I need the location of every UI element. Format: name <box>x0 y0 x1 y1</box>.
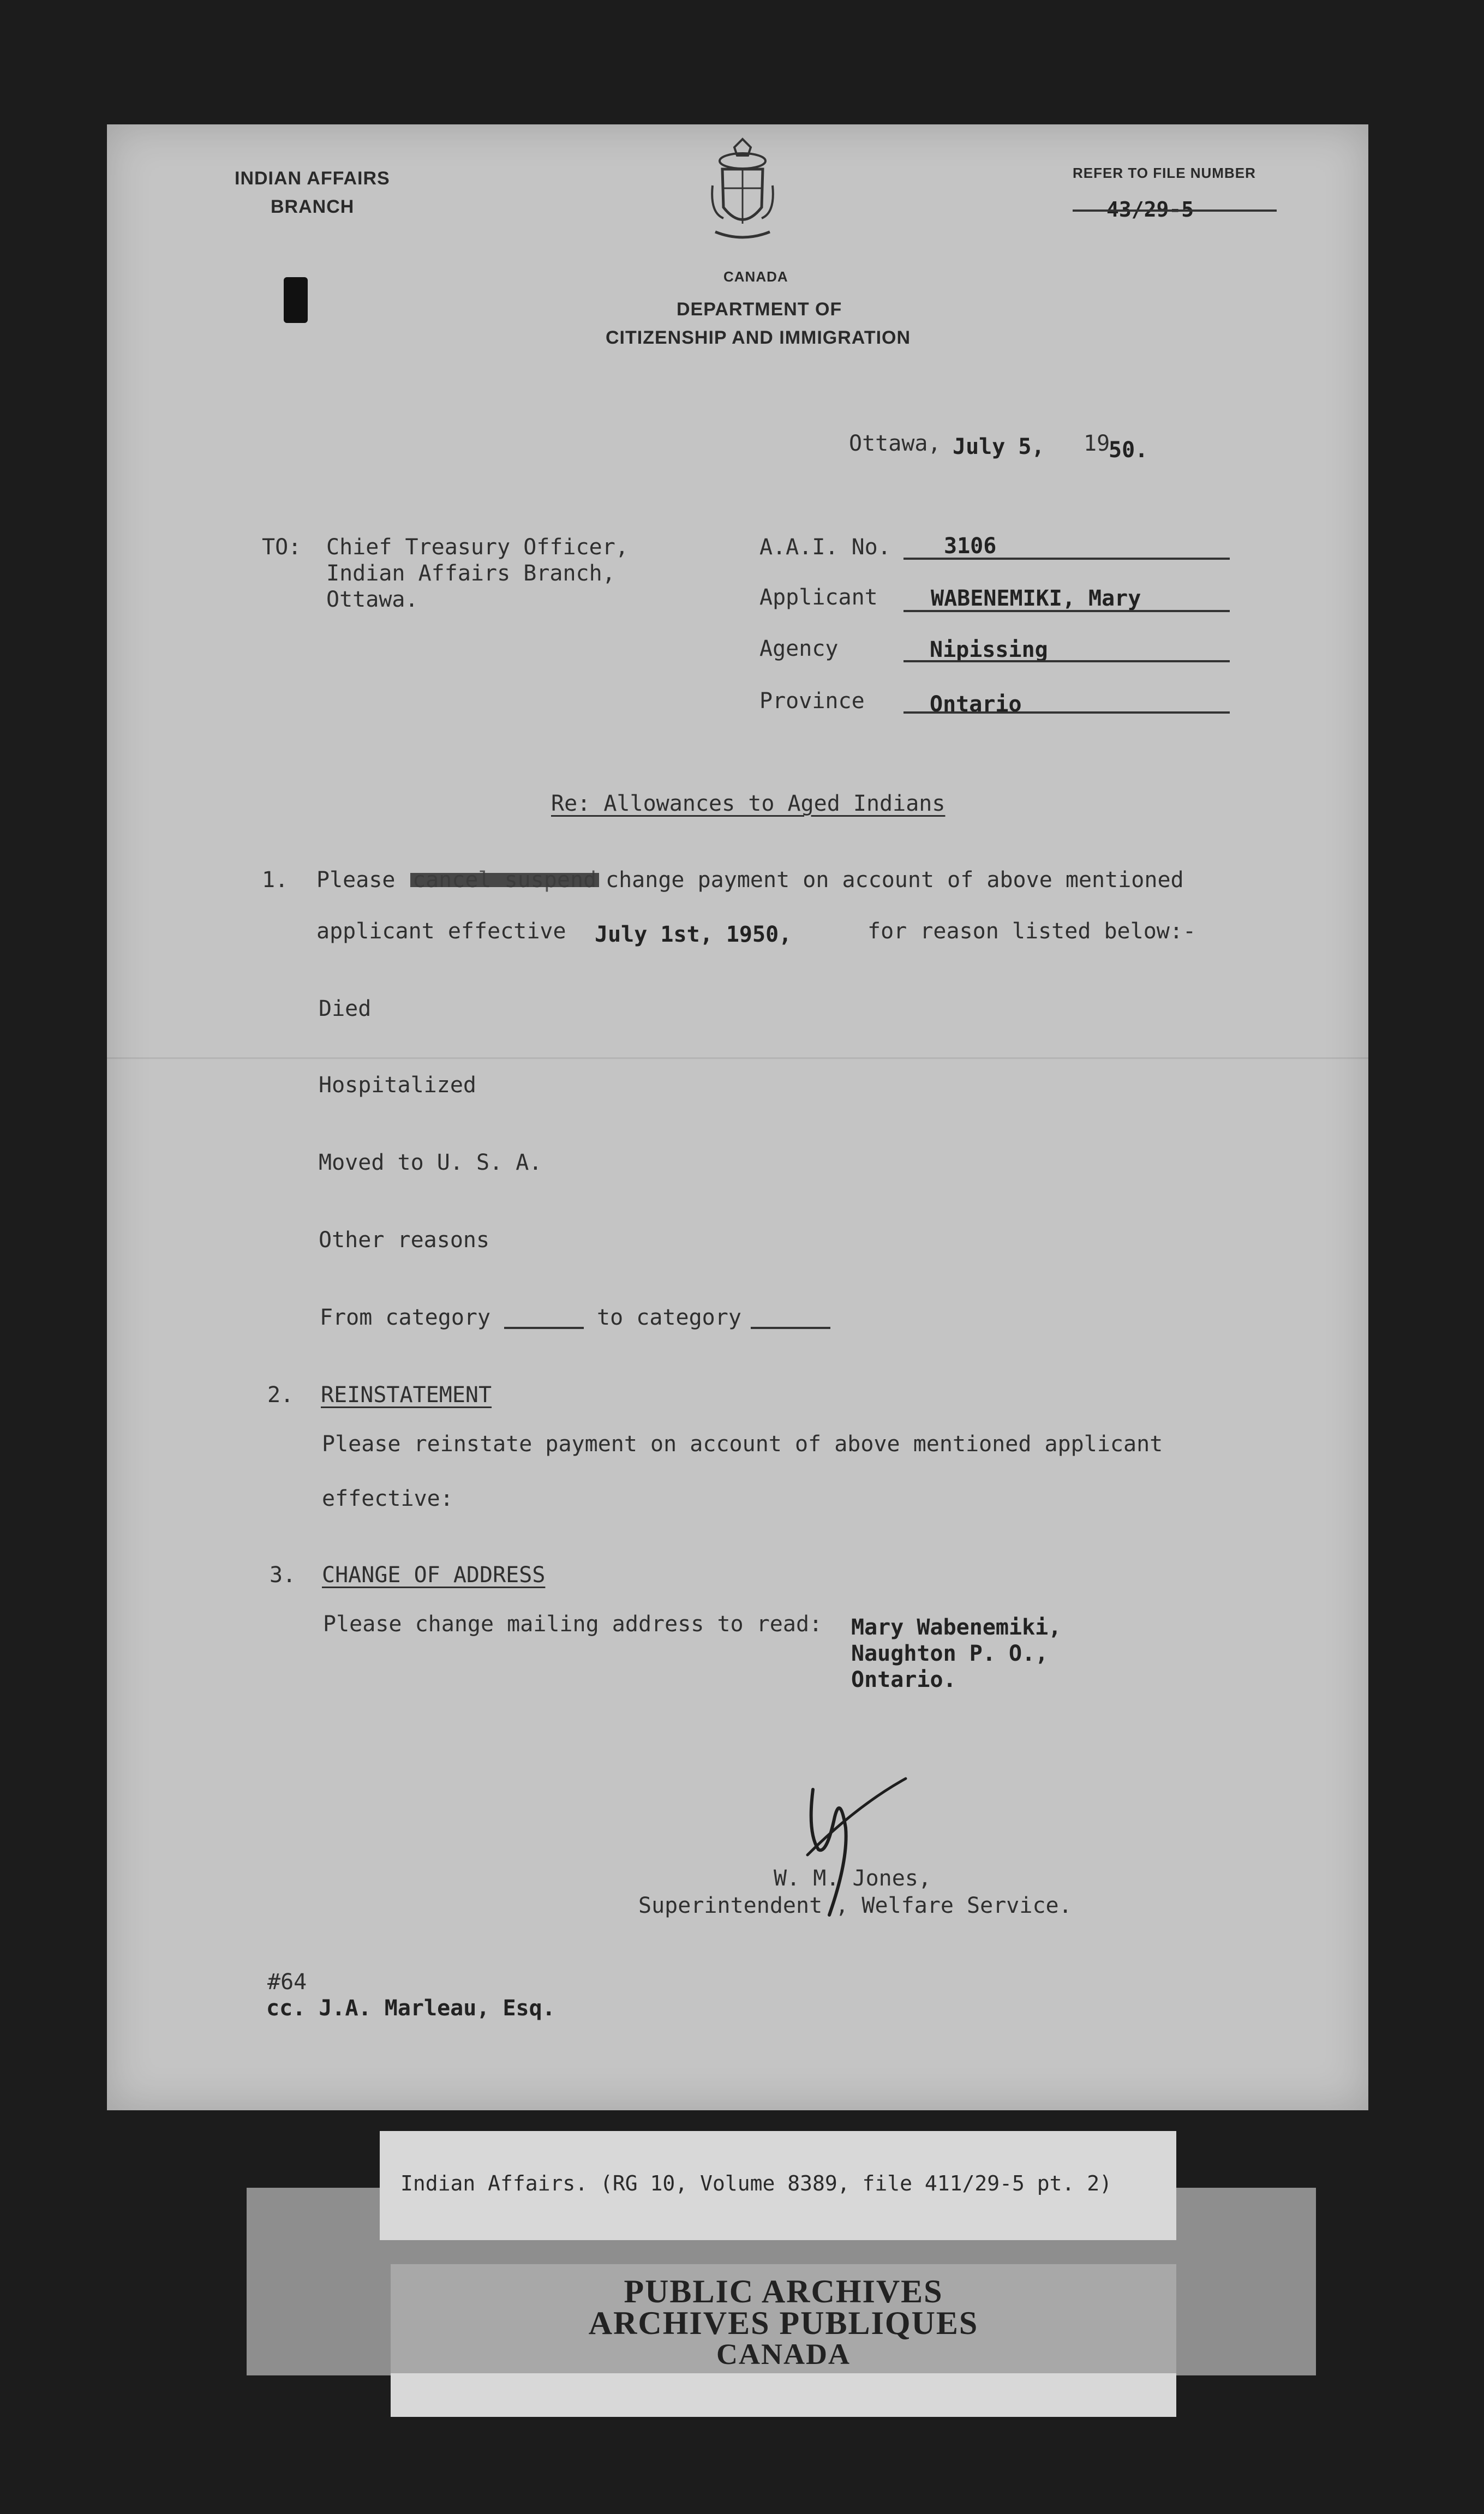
address-line3: Ontario. <box>851 1667 956 1692</box>
archive-label-bottom <box>391 2373 1176 2417</box>
section2-line2: effective: <box>322 1486 453 1511</box>
reason-died: Died <box>319 996 372 1021</box>
section1-effective-date: July 1st, 1950, <box>595 922 792 947</box>
stamp-line2: ARCHIVES PUBLIQUES <box>588 2305 979 2341</box>
signatory-title: Superintendent , Welfare Service. <box>638 1893 1072 1918</box>
fold-line <box>107 1057 1368 1059</box>
from-category-line <box>504 1327 584 1329</box>
address-line2: Naughton P. O., <box>851 1641 1049 1666</box>
section1-rest: change payment on account of above mentioned <box>606 867 1184 893</box>
dateline-city: Ottawa, <box>849 431 941 456</box>
section2-number: 2. <box>267 1382 294 1408</box>
signatory-name: W. M. Jones, <box>774 1866 931 1891</box>
section2-line1: Please reinstate payment on account of above mentioned applicant <box>322 1432 1163 1457</box>
section3-number: 3. <box>270 1563 296 1588</box>
section3-instruction: Please change mailing address to read: <box>323 1612 823 1637</box>
branch-line1: INDIAN AFFAIRS <box>235 168 390 189</box>
aai-value: 3106 <box>944 534 997 559</box>
archive-reference-text: Indian Affairs. (RG 10, Volume 8389, file 411/29-5 pt. 2) <box>400 2171 1112 2195</box>
to-category-label: to category <box>597 1305 741 1330</box>
applicant-value: WABENEMIKI, Mary <box>931 586 1141 611</box>
reason-hospitalized: Hospitalized <box>319 1073 476 1098</box>
agency-line <box>903 660 1230 662</box>
dateline-year-prefix: 19 <box>1084 431 1110 456</box>
coat-of-arms-icon <box>707 136 778 262</box>
footer-cc: cc. J.A. Marleau, Esq. <box>266 1996 555 2021</box>
address-line1: Mary Wabenemiki, <box>851 1615 1062 1640</box>
section3-heading: CHANGE OF ADDRESS <box>322 1563 546 1588</box>
branch-line2: BRANCH <box>271 196 355 217</box>
punch-mark <box>284 277 308 323</box>
file-number-label: REFER TO FILE NUMBER <box>1073 165 1256 181</box>
department-line1: DEPARTMENT OF <box>677 299 842 320</box>
aai-label: A.A.I. No. <box>759 535 891 560</box>
file-number-line <box>1073 210 1277 212</box>
section1-line2-end: for reason listed below:- <box>867 919 1196 944</box>
province-line <box>903 711 1230 714</box>
department-line2: CITIZENSHIP AND IMMIGRATION <box>606 327 911 348</box>
document-page <box>107 124 1368 2110</box>
re-line: Re: Allowances to Aged Indians <box>551 791 946 816</box>
from-category-label: From category <box>320 1305 491 1330</box>
dateline-year-suffix: 50. <box>1109 438 1148 463</box>
section1-please: Please <box>316 867 396 893</box>
aai-line <box>903 558 1230 560</box>
addressee-line2: Indian Affairs Branch, <box>326 561 615 586</box>
reason-moved: Moved to U. S. A. <box>319 1150 542 1175</box>
crest-caption: CANADA <box>723 268 788 285</box>
applicant-line <box>903 610 1230 612</box>
dateline-date: July 5, <box>953 434 1045 459</box>
addressee-line1: Chief Treasury Officer, <box>326 535 629 560</box>
addressee-line3: Ottawa. <box>326 587 418 612</box>
agency-value: Nipissing <box>930 637 1048 662</box>
section1-number: 1. <box>262 867 289 893</box>
section2-heading: REINSTATEMENT <box>321 1382 492 1408</box>
province-value: Ontario <box>930 692 1022 717</box>
section1-line2-start: applicant effective <box>316 919 566 944</box>
reason-other: Other reasons <box>319 1228 490 1253</box>
to-category-line <box>751 1327 830 1329</box>
province-label: Province <box>759 689 865 714</box>
footer-ref: #64 <box>267 1970 307 1995</box>
stamp-line1: PUBLIC ARCHIVES <box>624 2273 943 2309</box>
agency-label: Agency <box>759 636 839 661</box>
stamp-line3: CANADA <box>716 2338 851 2371</box>
to-label: TO: <box>262 535 302 560</box>
section1-strikeout <box>410 873 599 887</box>
applicant-label: Applicant <box>759 585 878 610</box>
file-number: 43/29-5 <box>1106 197 1194 222</box>
